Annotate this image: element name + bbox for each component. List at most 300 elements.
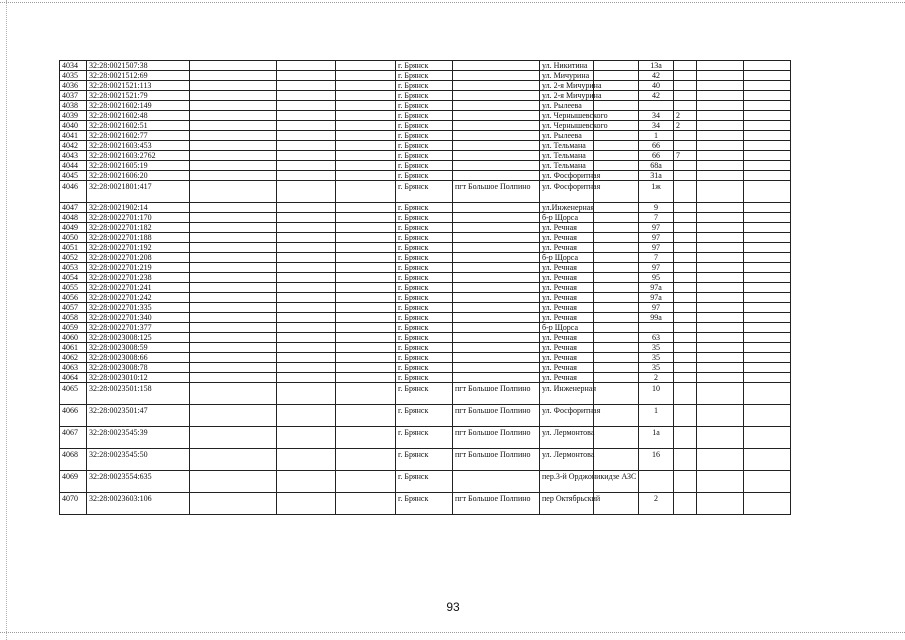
cell-empty: [744, 263, 791, 273]
cell-empty: [277, 283, 336, 293]
cell-apartment: [674, 61, 697, 71]
cell-empty: [190, 449, 277, 471]
cell-city: г. Брянск: [396, 171, 453, 181]
cell-house-number: 63: [639, 333, 674, 343]
cell-row-number: 4043: [60, 151, 87, 161]
cell-empty: [277, 131, 336, 141]
cell-street: ул. Речная: [540, 373, 594, 383]
cell-apartment: [674, 493, 697, 515]
cell-empty: [277, 273, 336, 283]
cell-empty: [697, 171, 744, 181]
cell-apartment: [674, 343, 697, 353]
cell-street: ул. Речная: [540, 353, 594, 363]
table-row: [60, 471, 791, 493]
cell-empty: [594, 203, 639, 213]
cell-house-number: 13а: [639, 61, 674, 71]
cell-row-number: 4040: [60, 121, 87, 131]
cell-apartment: [674, 253, 697, 263]
cell-empty: [744, 493, 791, 515]
cell-settlement: [453, 471, 540, 493]
cell-cadastral-number: 32:28:0023501:158: [87, 383, 190, 405]
cell-empty: [744, 427, 791, 449]
cell-city: г. Брянск: [396, 273, 453, 283]
cell-house-number: 35: [639, 343, 674, 353]
cell-row-number: 4044: [60, 161, 87, 171]
cell-empty: [697, 101, 744, 111]
cell-city: г. Брянск: [396, 313, 453, 323]
cell-empty: [277, 101, 336, 111]
cell-house-number: 66: [639, 141, 674, 151]
cell-house-number: 35: [639, 363, 674, 373]
cell-settlement: [453, 213, 540, 223]
cell-row-number: 4070: [60, 493, 87, 515]
cell-empty: [190, 141, 277, 151]
cell-row-number: 4051: [60, 243, 87, 253]
cell-settlement: [453, 71, 540, 81]
cell-settlement: [453, 151, 540, 161]
cell-cadastral-number: 32:28:0023501:47: [87, 405, 190, 427]
cell-empty: [277, 243, 336, 253]
cell-house-number: 97: [639, 303, 674, 313]
cell-empty: [336, 333, 396, 343]
cell-empty: [190, 81, 277, 91]
cell-empty: [744, 343, 791, 353]
cell-house-number: 68а: [639, 161, 674, 171]
cell-empty: [697, 333, 744, 343]
cell-city: г. Брянск: [396, 253, 453, 263]
table-row: [60, 263, 791, 273]
cell-apartment: [674, 161, 697, 171]
cell-empty: [744, 121, 791, 131]
cell-street: ул. Тельмана: [540, 151, 594, 161]
cell-house-number: 97а: [639, 283, 674, 293]
cell-empty: [744, 313, 791, 323]
cell-cadastral-number: 32:28:0021605:19: [87, 161, 190, 171]
cell-empty: [594, 353, 639, 363]
cell-settlement: [453, 333, 540, 343]
cell-street: б-р Щорса: [540, 323, 594, 333]
cell-city: г. Брянск: [396, 449, 453, 471]
cell-row-number: 4060: [60, 333, 87, 343]
cell-row-number: 4065: [60, 383, 87, 405]
cell-empty: [744, 353, 791, 363]
cell-empty: [744, 101, 791, 111]
cell-street: пер Октябрьский: [540, 493, 594, 515]
cell-empty: [190, 121, 277, 131]
cell-empty: [744, 233, 791, 243]
cell-house-number: 42: [639, 91, 674, 101]
cell-city: г. Брянск: [396, 383, 453, 405]
cell-empty: [697, 427, 744, 449]
cell-city: г. Брянск: [396, 213, 453, 223]
cell-empty: [697, 131, 744, 141]
cell-empty: [594, 243, 639, 253]
cell-empty: [594, 313, 639, 323]
cell-empty: [277, 181, 336, 203]
cell-street: ул. Речная: [540, 333, 594, 343]
cell-city: г. Брянск: [396, 283, 453, 293]
cell-empty: [336, 151, 396, 161]
cell-empty: [336, 161, 396, 171]
cell-apartment: [674, 283, 697, 293]
cell-empty: [277, 151, 336, 161]
cell-empty: [594, 405, 639, 427]
table-row: [60, 233, 791, 243]
cell-empty: [190, 101, 277, 111]
cell-empty: [190, 91, 277, 101]
cell-empty: [190, 293, 277, 303]
cell-empty: [336, 61, 396, 71]
cell-house-number: 97: [639, 243, 674, 253]
cell-empty: [697, 471, 744, 493]
cell-row-number: 4048: [60, 213, 87, 223]
cell-empty: [697, 81, 744, 91]
cell-empty: [277, 471, 336, 493]
cell-city: г. Брянск: [396, 471, 453, 493]
cell-city: г. Брянск: [396, 343, 453, 353]
cell-empty: [744, 373, 791, 383]
cell-street: ул. Речная: [540, 363, 594, 373]
cell-settlement: [453, 223, 540, 233]
cell-street: ул. Рылеева: [540, 101, 594, 111]
cell-empty: [336, 283, 396, 293]
cell-row-number: 4047: [60, 203, 87, 213]
cell-house-number: [639, 471, 674, 493]
cell-city: г. Брянск: [396, 181, 453, 203]
cell-house-number: 1ж: [639, 181, 674, 203]
cell-row-number: 4055: [60, 283, 87, 293]
cell-row-number: 4066: [60, 405, 87, 427]
cell-street: ул. Речная: [540, 283, 594, 293]
cell-empty: [277, 121, 336, 131]
cell-settlement: [453, 91, 540, 101]
cell-cadastral-number: 32:28:0022701:241: [87, 283, 190, 293]
cell-city: г. Брянск: [396, 323, 453, 333]
table-row: [60, 121, 791, 131]
cell-empty: [336, 81, 396, 91]
cell-empty: [697, 151, 744, 161]
table-row: [60, 283, 791, 293]
cell-street: ул. Рылеева: [540, 131, 594, 141]
cell-city: г. Брянск: [396, 91, 453, 101]
register-body: [60, 61, 791, 515]
cell-apartment: [674, 383, 697, 405]
table-row: [60, 449, 791, 471]
cell-empty: [336, 405, 396, 427]
cell-empty: [744, 81, 791, 91]
cell-empty: [336, 449, 396, 471]
cell-empty: [336, 181, 396, 203]
table-row: [60, 493, 791, 515]
cell-empty: [336, 471, 396, 493]
cell-empty: [697, 353, 744, 363]
cell-empty: [277, 203, 336, 213]
cell-empty: [277, 111, 336, 121]
property-register-table: [59, 60, 791, 515]
cell-empty: [744, 71, 791, 81]
cell-cadastral-number: 32:28:0021602:149: [87, 101, 190, 111]
cell-street: ул. Чернышевского: [540, 111, 594, 121]
cell-empty: [277, 363, 336, 373]
cell-empty: [277, 171, 336, 181]
cell-empty: [190, 213, 277, 223]
cell-empty: [594, 427, 639, 449]
cell-empty: [744, 181, 791, 203]
cell-empty: [744, 161, 791, 171]
cell-empty: [697, 61, 744, 71]
cell-house-number: 7: [639, 213, 674, 223]
cell-empty: [594, 323, 639, 333]
cell-house-number: 34: [639, 121, 674, 131]
cell-empty: [190, 111, 277, 121]
cell-street: ул. Лермонтова: [540, 427, 594, 449]
table-row: [60, 253, 791, 263]
cell-empty: [336, 243, 396, 253]
cell-empty: [697, 111, 744, 121]
cell-row-number: 4049: [60, 223, 87, 233]
table-row: [60, 151, 791, 161]
cell-cadastral-number: 32:28:0023545:39: [87, 427, 190, 449]
cell-cadastral-number: 32:28:0021902:14: [87, 203, 190, 213]
cell-street: ул. Фосфоритная: [540, 171, 594, 181]
cell-house-number: 35: [639, 353, 674, 363]
cell-empty: [697, 493, 744, 515]
cell-settlement: [453, 343, 540, 353]
cell-empty: [190, 363, 277, 373]
cell-cadastral-number: 32:28:0022701:219: [87, 263, 190, 273]
cell-settlement: [453, 273, 540, 283]
cell-empty: [190, 223, 277, 233]
cell-street: ул. Речная: [540, 243, 594, 253]
cell-house-number: 34: [639, 111, 674, 121]
cell-empty: [594, 131, 639, 141]
cell-street: ул. Речная: [540, 233, 594, 243]
cell-cadastral-number: 32:28:0023008:66: [87, 353, 190, 363]
table-row: [60, 303, 791, 313]
cell-cadastral-number: 32:28:0022701:182: [87, 223, 190, 233]
table-row: [60, 223, 791, 233]
cell-apartment: [674, 353, 697, 363]
cell-row-number: 4034: [60, 61, 87, 71]
table-row: [60, 161, 791, 171]
cell-city: г. Брянск: [396, 293, 453, 303]
cell-empty: [190, 203, 277, 213]
cell-street: ул.Инженерная: [540, 203, 594, 213]
table-row: [60, 141, 791, 151]
cell-empty: [744, 333, 791, 343]
cell-house-number: 1: [639, 405, 674, 427]
cell-empty: [277, 383, 336, 405]
cell-empty: [744, 131, 791, 141]
cell-empty: [697, 121, 744, 131]
cell-settlement: [453, 303, 540, 313]
cell-empty: [594, 303, 639, 313]
cell-empty: [594, 363, 639, 373]
cell-empty: [594, 181, 639, 203]
cell-row-number: 4069: [60, 471, 87, 493]
cell-row-number: 4045: [60, 171, 87, 181]
cell-empty: [744, 273, 791, 283]
cell-empty: [594, 293, 639, 303]
cell-empty: [594, 373, 639, 383]
cell-apartment: [674, 91, 697, 101]
cell-apartment: [674, 313, 697, 323]
cell-empty: [336, 253, 396, 263]
cell-city: г. Брянск: [396, 61, 453, 71]
cell-settlement: пгт Большое Полпино: [453, 181, 540, 203]
cell-row-number: 4041: [60, 131, 87, 141]
cell-empty: [697, 141, 744, 151]
cell-empty: [190, 383, 277, 405]
cell-street: пер.3-й Орджоникидзе АЗС: [540, 471, 594, 493]
table-row: [60, 61, 791, 71]
cell-city: г. Брянск: [396, 493, 453, 515]
cell-empty: [190, 471, 277, 493]
cell-empty: [277, 427, 336, 449]
cell-street: ул. Речная: [540, 273, 594, 283]
cell-settlement: [453, 61, 540, 71]
cell-empty: [336, 131, 396, 141]
table-row: [60, 171, 791, 181]
scan-edge-bottom: [0, 632, 905, 634]
cell-empty: [336, 171, 396, 181]
cell-empty: [697, 181, 744, 203]
cell-empty: [697, 71, 744, 81]
cell-street: ул. Речная: [540, 223, 594, 233]
cell-cadastral-number: 32:28:0023545:50: [87, 449, 190, 471]
cell-empty: [277, 303, 336, 313]
cell-empty: [277, 313, 336, 323]
cell-street: ул. Фосфоритная: [540, 181, 594, 203]
cell-empty: [336, 493, 396, 515]
cell-empty: [277, 71, 336, 81]
cell-empty: [697, 233, 744, 243]
cell-house-number: 10: [639, 383, 674, 405]
cell-settlement: [453, 243, 540, 253]
cell-cadastral-number: 32:28:0022701:238: [87, 273, 190, 283]
cell-city: г. Брянск: [396, 131, 453, 141]
cell-empty: [336, 111, 396, 121]
cell-empty: [697, 203, 744, 213]
table-row: [60, 273, 791, 283]
cell-street: ул. Речная: [540, 313, 594, 323]
cell-apartment: [674, 141, 697, 151]
cell-empty: [190, 61, 277, 71]
cell-apartment: [674, 471, 697, 493]
cell-settlement: [453, 111, 540, 121]
cell-empty: [190, 353, 277, 363]
cell-empty: [594, 71, 639, 81]
cell-empty: [336, 273, 396, 283]
cell-empty: [190, 323, 277, 333]
cell-city: г. Брянск: [396, 363, 453, 373]
scan-edge-left: [6, 0, 8, 640]
table-row: [60, 427, 791, 449]
cell-apartment: [674, 303, 697, 313]
cell-empty: [190, 427, 277, 449]
cell-settlement: [453, 233, 540, 243]
cell-house-number: 97: [639, 263, 674, 273]
cell-empty: [697, 213, 744, 223]
cell-empty: [594, 273, 639, 283]
cell-cadastral-number: 32:28:0022701:340: [87, 313, 190, 323]
cell-cadastral-number: 32:28:0023010:12: [87, 373, 190, 383]
cell-city: г. Брянск: [396, 233, 453, 243]
cell-empty: [744, 449, 791, 471]
cell-settlement: [453, 323, 540, 333]
cell-settlement: пгт Большое Полпино: [453, 449, 540, 471]
cell-street: ул. Речная: [540, 343, 594, 353]
cell-street: ул. Инженерная: [540, 383, 594, 405]
cell-row-number: 4063: [60, 363, 87, 373]
cell-settlement: [453, 363, 540, 373]
cell-city: г. Брянск: [396, 111, 453, 121]
cell-house-number: 7: [639, 253, 674, 263]
table-row: [60, 131, 791, 141]
cell-empty: [336, 383, 396, 405]
cell-cadastral-number: 32:28:0022701:208: [87, 253, 190, 263]
cell-empty: [594, 263, 639, 273]
cell-row-number: 4054: [60, 273, 87, 283]
cell-empty: [190, 493, 277, 515]
cell-street: ул. Чернышевского: [540, 121, 594, 131]
cell-empty: [190, 373, 277, 383]
cell-house-number: 66: [639, 151, 674, 161]
cell-empty: [594, 449, 639, 471]
cell-empty: [697, 253, 744, 263]
cell-empty: [697, 405, 744, 427]
cell-row-number: 4053: [60, 263, 87, 273]
cell-cadastral-number: 32:28:0022701:335: [87, 303, 190, 313]
cell-house-number: 1: [639, 131, 674, 141]
cell-apartment: [674, 71, 697, 81]
cell-cadastral-number: 32:28:0021521:113: [87, 81, 190, 91]
cell-cadastral-number: 32:28:0021606:20: [87, 171, 190, 181]
cell-city: г. Брянск: [396, 161, 453, 171]
cell-settlement: [453, 203, 540, 213]
cell-city: г. Брянск: [396, 243, 453, 253]
cell-empty: [697, 243, 744, 253]
table-row: [60, 181, 791, 203]
cell-house-number: 97: [639, 223, 674, 233]
cell-cadastral-number: 32:28:0021512:69: [87, 71, 190, 81]
cell-empty: [190, 161, 277, 171]
cell-empty: [336, 141, 396, 151]
cell-settlement: [453, 373, 540, 383]
cell-apartment: [674, 81, 697, 91]
cell-empty: [277, 323, 336, 333]
cell-empty: [336, 203, 396, 213]
cell-empty: [190, 243, 277, 253]
cell-city: г. Брянск: [396, 303, 453, 313]
cell-street: ул. Речная: [540, 303, 594, 313]
table-row: [60, 111, 791, 121]
table-row: [60, 323, 791, 333]
cell-city: г. Брянск: [396, 81, 453, 91]
cell-street: ул. Тельмана: [540, 141, 594, 151]
cell-cadastral-number: 32:28:0021521:79: [87, 91, 190, 101]
table-row: [60, 213, 791, 223]
cell-empty: [190, 233, 277, 243]
cell-cadastral-number: 32:28:0023603:106: [87, 493, 190, 515]
cell-empty: [594, 283, 639, 293]
cell-empty: [277, 493, 336, 515]
cell-house-number: 42: [639, 71, 674, 81]
cell-empty: [594, 493, 639, 515]
cell-house-number: 31а: [639, 171, 674, 181]
cell-empty: [336, 223, 396, 233]
cell-cadastral-number: 32:28:0022701:242: [87, 293, 190, 303]
